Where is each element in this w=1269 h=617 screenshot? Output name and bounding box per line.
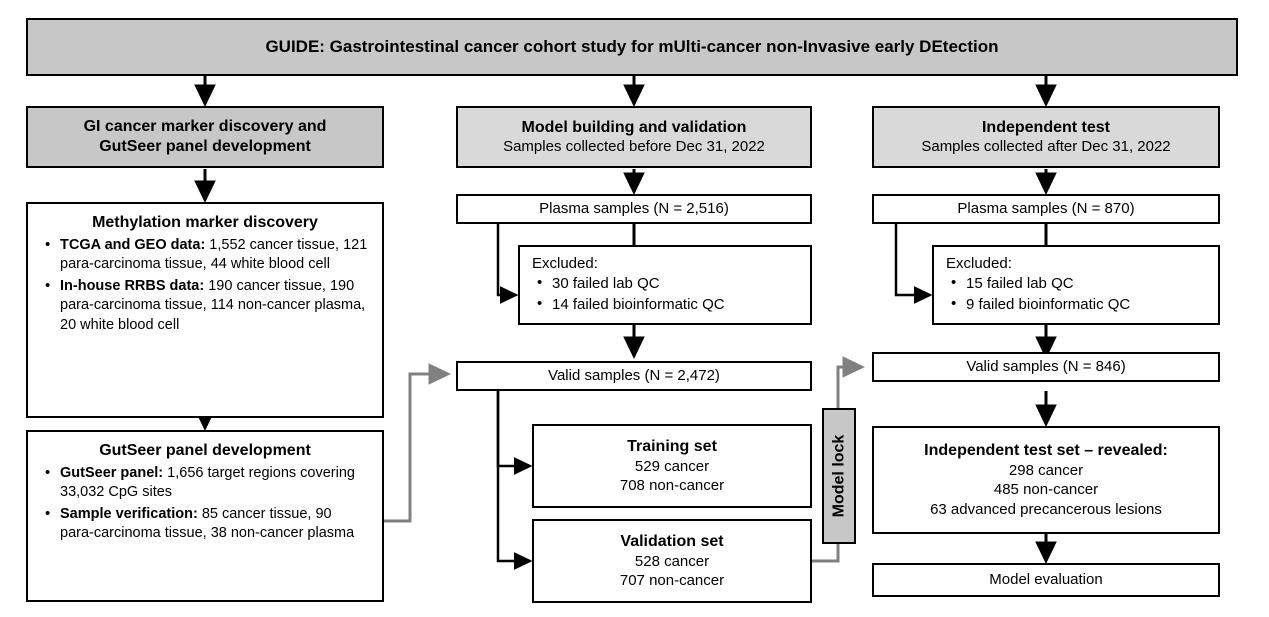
bullet-text: 85 cancer tissue, 90 para-carcinoma tissue, 38 non-cancer plasma	[60, 506, 355, 542]
middle-header-line2: Samples collected before Dec 31, 2022	[503, 137, 765, 155]
list-item: • 30 failed lab QC	[532, 274, 798, 294]
independent-test-set-box	[872, 426, 1220, 534]
training-set-line2: 708 non-cancer	[619, 477, 725, 494]
left-header-line1: GI cancer marker discovery and	[83, 118, 327, 135]
model-lock-label: Model lock	[830, 434, 847, 518]
right-header-line1: Independent test	[981, 118, 1110, 136]
list-item: • 9 failed bioinformatic QC	[946, 295, 1206, 315]
right-valid-samples-label: Valid samples (N = 846)	[966, 358, 1126, 376]
right-column-header	[872, 106, 1220, 168]
right-header-line2: Samples collected after Dec 31, 2022	[921, 137, 1171, 155]
right-valid-samples-box	[872, 352, 1220, 382]
methylation-marker-discovery-box	[26, 202, 384, 418]
list-item: • 14 failed bioinformatic QC	[532, 295, 798, 315]
right-plasma-samples-box	[872, 194, 1220, 224]
training-set-title: Training set	[627, 437, 717, 455]
validation-set-box	[532, 519, 812, 603]
methylation-discovery-title: Methylation marker discovery	[92, 214, 318, 231]
list-item	[42, 464, 368, 502]
bullet-label: Sample verification:	[60, 506, 198, 523]
middle-excluded-label: Excluded:	[532, 255, 598, 273]
middle-column-header	[456, 106, 812, 168]
gutseer-panel-development-box	[26, 430, 384, 602]
left-column-header	[26, 106, 384, 168]
middle-excluded-box	[518, 245, 812, 325]
right-plasma-samples-label: Plasma samples (N = 870)	[957, 200, 1135, 218]
bullet-text: 190 cancer tissue, 190 para-carcinoma tissue, 114 non-cancer plasma, 20 white blood cell	[60, 278, 366, 333]
methylation-discovery-bullets	[34, 236, 376, 338]
middle-excluded-list	[526, 274, 804, 315]
validation-set-title: Validation set	[620, 532, 724, 550]
middle-valid-samples-box	[456, 361, 812, 391]
study-title-box	[26, 18, 1238, 76]
bullet-label: GutSeer panel:	[60, 465, 164, 481]
training-set-box	[532, 424, 812, 508]
validation-set-line1: 528 cancer	[634, 552, 710, 570]
bullet-label: TCGA and GEO data:	[60, 237, 206, 253]
middle-header-line1: Model building and validation	[521, 118, 747, 136]
list-item	[42, 277, 368, 334]
bullet-text: 1,656 target regions covering 33,032 CpG sites	[60, 465, 355, 501]
model-evaluation-label: Model evaluation	[989, 571, 1103, 589]
list-item	[42, 505, 368, 543]
independent-test-set-line3: 63 advanced precancerous lesions	[930, 500, 1162, 518]
list-item	[42, 236, 368, 274]
bullet-text: 1,552 cancer tissue, 121 para-carcinoma tissue, 44 white blood cell	[60, 237, 368, 273]
left-header-line2: GutSeer panel development	[99, 138, 311, 155]
bullet-label: In-house RRBS data:	[60, 278, 205, 295]
gutseer-panel-title: GutSeer panel development	[99, 442, 311, 459]
model-evaluation-box	[872, 563, 1220, 597]
study-title: GUIDE: Gastrointestinal cancer cohort study for mUlti-cancer non-Invasive early DEtection	[265, 36, 999, 56]
independent-test-set-line2: 485 non-cancer	[993, 481, 1099, 499]
right-excluded-label: Excluded:	[946, 255, 1012, 273]
list-item: • 15 failed lab QC	[946, 274, 1206, 294]
model-lock-box	[822, 408, 856, 544]
middle-valid-samples-label: Valid samples (N = 2,472)	[548, 367, 720, 385]
middle-plasma-samples-label: Plasma samples (N = 2,516)	[539, 200, 729, 218]
right-excluded-box	[932, 245, 1220, 325]
independent-test-set-line1: 298 cancer	[1008, 461, 1084, 479]
training-set-line1: 529 cancer	[634, 457, 710, 475]
validation-set-line2: 707 non-cancer	[619, 572, 725, 589]
independent-test-set-title: Independent test set – revealed:	[924, 441, 1168, 459]
middle-plasma-samples-box	[456, 194, 812, 224]
gutseer-panel-bullets	[34, 464, 376, 547]
right-excluded-list	[940, 274, 1212, 315]
